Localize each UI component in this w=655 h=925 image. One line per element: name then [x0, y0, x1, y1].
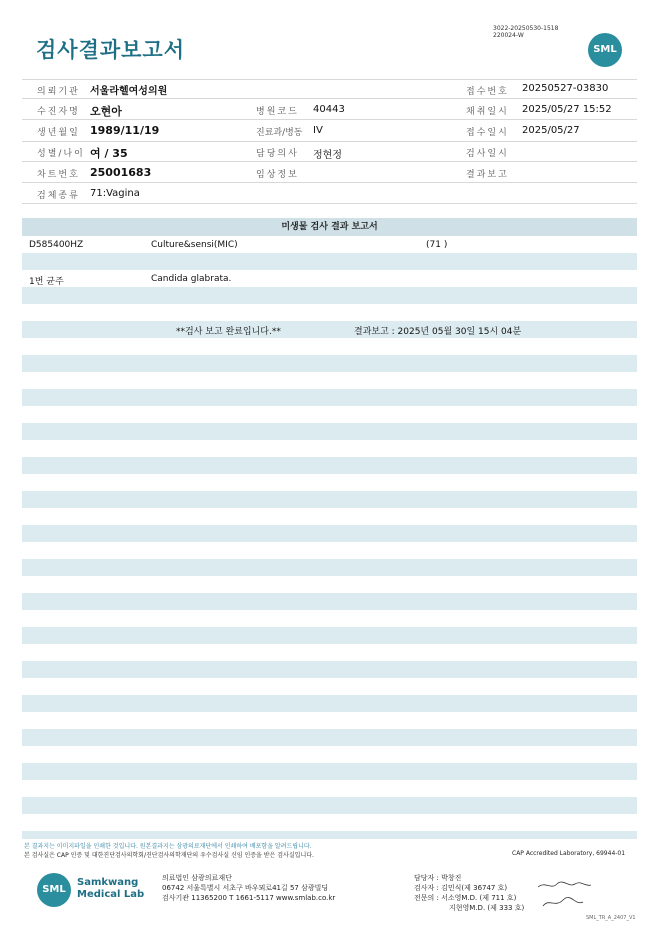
staff-label: 담당자 : — [414, 874, 439, 882]
org-name: 의료법인 삼광의료재단 — [162, 874, 232, 882]
org-info — [162, 873, 335, 903]
receipt-no-value: 20250527-03830 — [522, 83, 609, 94]
hospital-code-value: 40443 — [313, 104, 345, 115]
divider — [22, 182, 637, 183]
cap-accreditation: CAP Accredited Laboratory, 69944-01 — [512, 850, 626, 857]
row-stripe — [22, 355, 637, 372]
row-stripe — [22, 321, 637, 338]
complete-message: **검사 보고 완료입니다.** — [176, 327, 281, 337]
receipt-date-value: 2025/05/27 — [522, 125, 580, 136]
row-stripe — [22, 763, 637, 780]
row-stripe — [22, 695, 637, 712]
section-title: 미생물 검사 결과 보고서 — [22, 218, 637, 236]
document-number — [493, 25, 558, 39]
collection-date-label: 채취일시 — [466, 107, 509, 117]
row-stripe — [22, 423, 637, 440]
sex-age-value: 여 / 35 — [90, 147, 128, 160]
hospital-code-label: 병원코드 — [256, 107, 299, 117]
specialist1-value: 서소영M.D. (제 711 호) — [441, 894, 517, 902]
row-stripe — [22, 729, 637, 746]
chart-value: 25001683 — [90, 166, 152, 179]
page-title: 검사결과보고서 — [36, 38, 186, 62]
row-stripe — [22, 627, 637, 644]
row-stripe — [22, 525, 637, 542]
specimen-label: 검체종류 — [37, 191, 80, 201]
test-date-label: 검사일시 — [466, 149, 509, 159]
org-address: 06742 서울특별시 서초구 바우뫼로41길 57 삼광빌딩 — [162, 884, 329, 892]
row-stripe — [22, 457, 637, 474]
org-contact: 검사기관 11365200 T 1661-5117 www.smlab.co.kr — [162, 894, 336, 902]
row-stripe — [22, 559, 637, 576]
sml-footer-logo-icon: SML — [37, 873, 71, 907]
institution-value: 서울라헬여성의원 — [90, 86, 168, 97]
collection-date-value: 2025/05/27 15:52 — [522, 104, 612, 115]
sex-age-label: 성별/나이 — [37, 149, 85, 159]
receipt-date-label: 접수일시 — [466, 128, 509, 138]
test-specimen: (71 ) — [426, 240, 448, 250]
clinical-label: 임상정보 — [256, 170, 299, 180]
row-stripe — [22, 593, 637, 610]
row-stripe — [22, 661, 637, 678]
divider — [22, 119, 637, 120]
strain-label: 1번 균주 — [29, 277, 64, 287]
logo-line2: Medical Lab — [77, 889, 145, 900]
row-stripe — [22, 831, 637, 839]
document-number-line1: 3022-20250530-1518 — [493, 25, 559, 32]
specialist-label: 전문의 : — [414, 894, 439, 902]
tester-value: 김민식(제 36747 호) — [441, 884, 508, 892]
birth-value: 1989/11/19 — [90, 124, 160, 137]
divider — [22, 79, 637, 80]
test-code: D585400HZ — [29, 240, 84, 250]
divider — [22, 141, 637, 142]
logo-line1: Samkwang — [77, 877, 139, 888]
row-stripe — [22, 491, 637, 508]
divider — [22, 98, 637, 99]
doctor-label: 담당의사 — [256, 149, 299, 159]
sml-logo: SML — [588, 33, 622, 67]
divider — [22, 161, 637, 162]
row-stripe — [22, 287, 637, 304]
signers — [414, 873, 524, 913]
strain-name: Candida glabrata. — [151, 274, 232, 284]
test-name: Culture&sensi(MIC) — [151, 240, 238, 250]
staff-value: 박창진 — [441, 874, 462, 882]
form-version: SML_TR_A_2407_V1 — [586, 915, 636, 921]
name-label: 수진자명 — [37, 107, 80, 117]
tester-label: 검사자 : — [414, 884, 439, 892]
signature-icon — [535, 878, 595, 912]
row-stripe — [22, 389, 637, 406]
result-report-label: 결과보고 — [466, 170, 509, 180]
footer-note-cap: 본 검사실은 CAP 인증 및 대한진단검사의학회/진단검사의학재단의 우수검사실 신임 인증을 받은 검사실입니다. — [24, 852, 314, 859]
specialist2-value: 지현영M.D. (제 333 호) — [449, 904, 525, 912]
row-stripe — [22, 253, 637, 270]
report-time: 결과보고 : 2025년 05월 30일 15시 04분 — [354, 327, 522, 337]
birth-label: 생년월일 — [37, 128, 80, 138]
dept-value: IV — [313, 125, 323, 136]
specimen-value: 71:Vagina — [90, 188, 140, 199]
receipt-no-label: 접수번호 — [466, 87, 509, 97]
chart-label: 차트번호 — [37, 170, 80, 180]
divider — [22, 203, 637, 204]
dept-label: 진료과/병동 — [256, 128, 303, 138]
sml-footer-logo-text — [77, 877, 144, 901]
document-number-line2: 220024-W — [493, 32, 524, 39]
name-value: 오현아 — [90, 105, 122, 118]
doctor-value: 정현정 — [313, 150, 342, 161]
institution-label: 의뢰기관 — [37, 87, 80, 97]
footer-note-print: 본 결과지는 이미지파일을 인쇄한 것입니다. 원본결과지는 삼광의료재단에서 인쇄하여 배포함을 알려드립니다. — [24, 843, 312, 850]
row-stripe — [22, 797, 637, 814]
